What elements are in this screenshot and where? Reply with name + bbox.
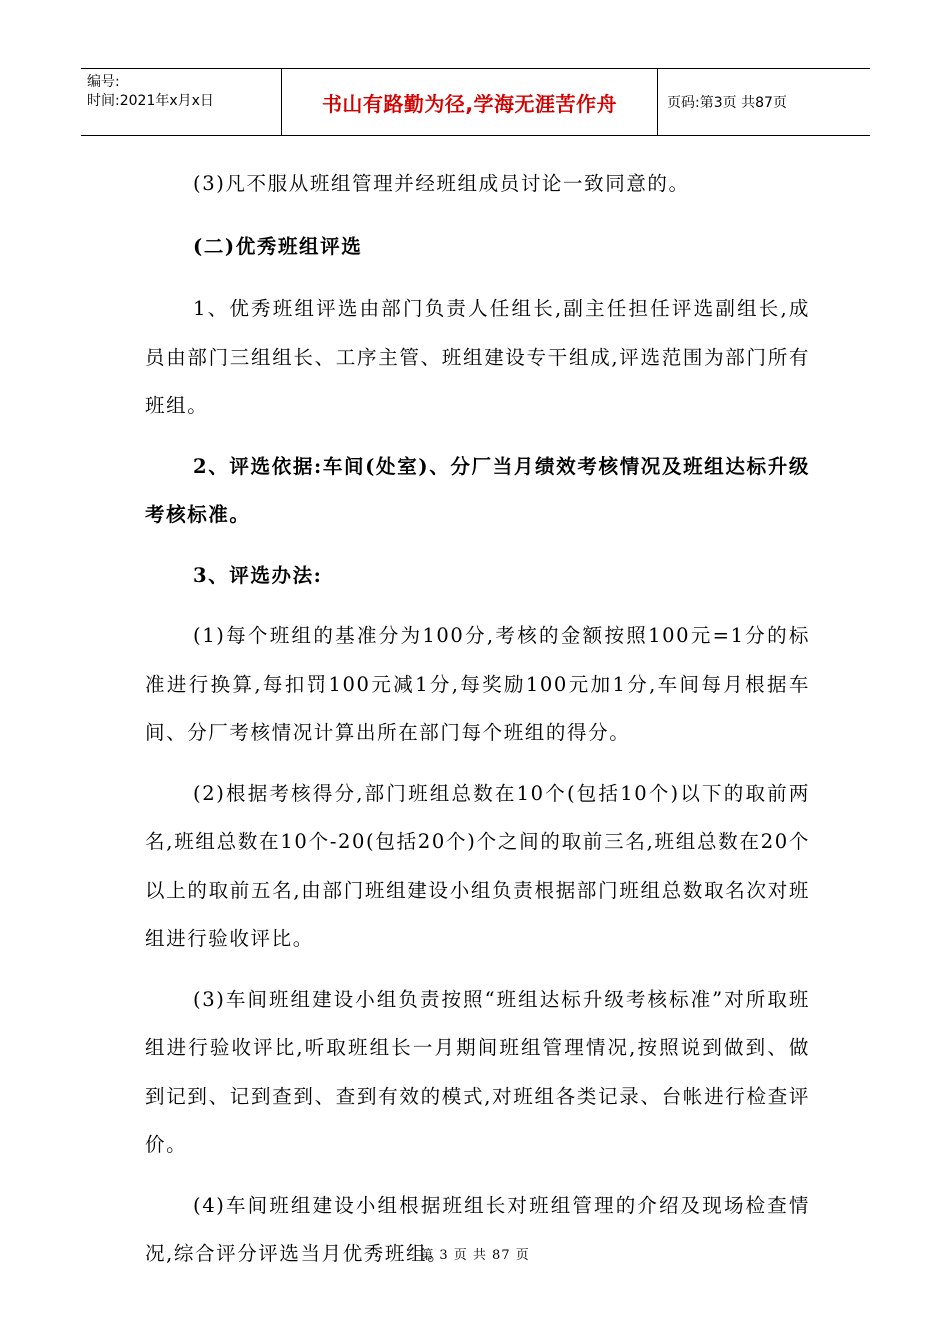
time-label: 时间:2021年x月x日 <box>87 93 214 109</box>
paragraph-method-2: (2)根据考核得分,部门班组总数在10个(包括10个)以下的取前两名,班组总数在10个-20(包括20个)个之间的取前三名,班组总数在20个以上的取前五名,由部门班组建设小组负责根据部门班组总数取名次对班组进行验收评比。 <box>145 781 810 950</box>
paragraph-clause-3: (3)凡不服从班组管理并经班组成员讨论一致同意的。 <box>193 172 690 195</box>
document-header <box>81 68 870 136</box>
paragraph-selection-committee: 1、优秀班组评选由部门负责人任组长,副主任担任评选副组长,成员由部门三组组长、工序主管、班组建设专干组成,评选范围为部门所有班组。 <box>145 297 810 417</box>
page-footer: 第 3 页 共 87 页 <box>420 1248 530 1263</box>
paragraph-selection-basis: 2、评选依据:车间(处室)、分厂当月绩效考核情况及班组达标升级考核标准。 <box>145 454 810 526</box>
motto-text: 书山有路勤为径,学海无涯苦作舟 <box>321 91 618 116</box>
page-info: 页码:第3页 共87页 <box>667 95 787 111</box>
paragraph-method-3: (3)车间班组建设小组负责按照“班组达标升级考核标准”对所取班组进行验收评比,听取班组长一月期间班组管理情况,按照说到做到、做到记到、记到查到、查到有效的模式,对班组各类记录、台帐进行检查评价。 <box>145 987 810 1156</box>
section-heading-2: (二)优秀班组评选 <box>193 234 363 258</box>
paragraph-method-1: (1)每个班组的基准分为100分,考核的金额按照100元=1分的标准进行换算,每扣罚100元减1分,每奖励100元加1分,车间每月根据车间、分厂考核情况计算出所在部门每个班组的得分。 <box>145 624 810 744</box>
header-meta-cell <box>81 69 282 135</box>
header-page-cell <box>658 69 870 135</box>
paragraph-selection-method-heading: 3、评选办法: <box>193 563 323 587</box>
document-body <box>145 160 810 1279</box>
paragraph-method-4: (4)车间班组建设小组根据班组长对班组管理的介绍及现场检查情况,综合评分评选当月优秀班组。 <box>145 1193 810 1265</box>
code-label: 编号: <box>87 74 120 90</box>
header-motto-cell <box>282 69 658 135</box>
